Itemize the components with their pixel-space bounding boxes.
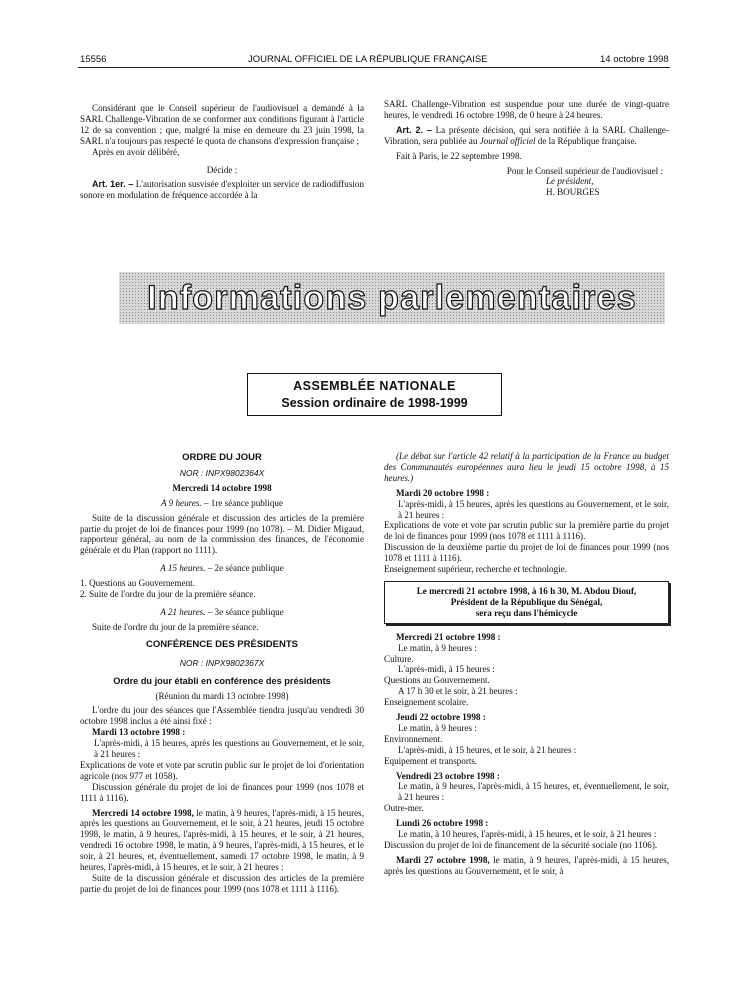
bottom-right-column [384, 451, 669, 877]
mardi-20-item-1: Explications de vote et vote par scrutin public sur la première partie du projet de loi de finances pour 1999 (nos 1078 et 1111 à 1116). [384, 520, 669, 542]
conference-title: CONFÉRENCE DES PRÉSIDENTS [145, 638, 299, 650]
considerant-paragraph: Considérant que le Conseil supérieur de l'audiovisuel a demandé à la SARL Challenge-Vibration de se conformer aux conditions figurant à l'article 12 de sa convention ; que, malgré la mise en demeure du 23 juin 1998, la SARL n'a toujours pas respecté le quota de chansons d'expression française ; [80, 103, 364, 146]
seance-3-time: A 21 heures. [160, 606, 206, 617]
notice-line-1: Le mercredi 21 octobre 1998, à 16 h 30, M. Abdou Diouf, [416, 585, 637, 596]
mardi-13-times: L'après-midi, à 15 heures, après les questions au Gouvernement, et le soir, à 21 heures : [94, 738, 364, 760]
mercredi-21-questions: Questions au Gouvernement. [384, 675, 490, 686]
mercredi-14-bold: Mercredi 14 octobre 1998, [92, 807, 194, 818]
article-2-text-b: de la République française. [537, 135, 637, 146]
assembly-box [247, 373, 502, 416]
president-title: Le président, [546, 176, 594, 187]
seance-1-text: Suite de la discussion générale et discussion des articles de la première partie du projet de loi de finances pour 1999 (no 1078). – M. Didier Migaud, rapporteur général, au nom de la commission des finances, de l'économie générale et du Plan (rapport no 1111). [80, 512, 364, 556]
seance-2-time: A 15 heures. [160, 563, 206, 574]
seance-2-heading [80, 563, 364, 574]
lundi-26-times: Le matin, à 10 heures, l'après-midi, à 15 heures, et le soir, à 21 heures : [398, 829, 657, 840]
header-date: 14 octobre 1998 [600, 54, 669, 65]
seance-2-item-1: 1. Questions au Gouvernement. [80, 578, 195, 589]
mercredi-21-enseignement: Enseignement scolaire. [384, 697, 469, 708]
signatory-name: H. BOURGES [546, 187, 600, 198]
assembly-name: ASSEMBLÉE NATIONALE [293, 379, 456, 393]
vendredi-23-outremer: Outre-mer. [384, 803, 424, 814]
banner-title: Informations parlementaires [147, 279, 637, 317]
notice-line-2: Président de la République du Sénégal, [450, 596, 603, 607]
seance-1-heading [80, 498, 364, 509]
mardi-27-schedule [384, 855, 669, 877]
mercredi-21-evening: A 17 h 30 et le soir, à 21 heures : [398, 686, 518, 697]
fait-line: Fait à Paris, le 22 septembre 1998. [396, 150, 522, 161]
mercredi-21-heading: Mercredi 21 octobre 1998 : [396, 631, 501, 642]
article-1 [80, 179, 364, 201]
mercredi-14-item: Suite de la discussion générale et discussion des articles de la première partie du projet de loi de finances pour 1999 (nos 1078 et 1111 à 1116). [80, 873, 364, 894]
suspension-paragraph: SARL Challenge-Vibration est suspendue pour une durée de vingt-quatre heures, le vendredi 16 octobre 1998, de 0 heure à 24 heures. [384, 99, 669, 120]
mardi-13-item-2: Discussion générale du projet de loi de finances pour 1999 (nos 1078 et 1111 à 1116). [80, 781, 364, 803]
reunion-line: (Réunion du mardi 13 octobre 1998) [155, 690, 289, 701]
mardi-13-item-1: Explications de vote et vote par scrutin public sur le projet de loi d'orientation agricole (nos 977 et 1058). [80, 759, 364, 781]
vendredi-23-times: Le matin, à 9 heures, l'après-midi, à 15 heures, et, éventuellement, le soir, à 21 heures : [398, 781, 669, 803]
notice-line-3: sera reçu dans l'hémicycle [475, 607, 578, 618]
mardi-27-text: le matin, à 9 heures, l'après-midi, à 15 heures, après les questions au Gouvernement, et le soir, à [384, 854, 669, 876]
article-2 [384, 125, 669, 147]
mardi-20-item-2: Discussion de la deuxième partie du projet de loi de finances pour 1999 (nos 1078 et 1111 à 1116). [384, 542, 669, 564]
mercredi-14-schedule [80, 808, 364, 873]
jeudi-22-heading: Jeudi 22 octobre 1998 : [396, 712, 486, 723]
mercredi-21-morning: Le matin, à 9 heures : [398, 642, 477, 653]
deliberation-line: Après en avoir délibéré, [92, 146, 180, 157]
seance-2-label: – 2e séance publique [207, 563, 284, 574]
diouf-notice [384, 581, 669, 624]
mercredi-14-heading: Mercredi 14 octobre 1998 [172, 482, 272, 493]
mercredi-21-culture: Culture. [384, 653, 414, 664]
page-number: 15556 [80, 54, 107, 65]
journal-title: JOURNAL OFFICIEL DE LA RÉPUBLIQUE FRANÇAISE [248, 54, 488, 65]
top-right-column [384, 99, 669, 198]
article-2-label: Art. 2. – [396, 124, 432, 135]
seance-3-label: – 3e séance publique [207, 606, 284, 617]
seance-1-label: – 1re séance publique [203, 497, 283, 508]
article-1-text: L'autorisation susvisée d'exploiter un service de radiodiffusion sonore en modulation de fréquence accordée à la [80, 179, 364, 201]
mercredi-21-afternoon: L'après-midi, à 15 heures : [398, 664, 495, 675]
mardi-20-item-3: Enseignement supérieur, recherche et technologie. [384, 564, 567, 575]
bottom-left-column [80, 453, 364, 895]
intro-paragraph: L'ordre du jour des séances que l'Assemblée tiendra jusqu'au vendredi 30 octobre 1998 inclus a été ainsi fixé : [80, 705, 364, 727]
article-2-journal: Journal officiel [479, 135, 536, 146]
mardi-20-times: L'après-midi, à 15 heures, après les questions au Gouvernement, et le soir, à 21 heures : [398, 498, 669, 520]
nor-reference-2: NOR : INPX9802367X [179, 657, 265, 668]
mardi-13-heading: Mardi 13 octobre 1998 : [92, 727, 186, 738]
article-1-label: Art. 1er. – [92, 179, 134, 190]
mercredi-14-text: le matin, à 9 heures, l'après-midi, à 15 heures, après les questions au Gouvernement, et le soir, à 21 heures, jeudi 15 octobre 1998, le matin, à 9 heures, l'après-midi, à 15 heures, et le soir, à 21 heures, vendredi 16 octobre 1998, le matin, à 9 heures, l'après-midi, à 15 heures, et le soir, à 21 heures, et, éventuellement, samedi 17 octobre 1998, le matin, à 9 heures, l'après-midi, à 15 heures, et le soir, à 21 heures : [80, 807, 364, 873]
seance-2-item-2: 2. Suite de l'ordre du jour de la première séance. [80, 589, 256, 600]
ordre-du-jour-title: ORDRE DU JOUR [182, 452, 262, 463]
nor-reference-1: NOR : INPX9802364X [179, 467, 265, 478]
article-2-text-a: La présente décision, qui sera notifiée à la SARL Challenge-Vibration, sera publiée au [384, 124, 669, 146]
top-left-column [80, 103, 364, 201]
mardi-27-bold: Mardi 27 octobre 1998, [396, 854, 490, 865]
jeudi-22-environnement: Environnement. [384, 733, 443, 744]
conference-subtitle: Ordre du jour établi en conférence des présidents [113, 675, 331, 686]
vendredi-23-heading: Vendredi 23 octobre 1998 : [396, 770, 500, 781]
jeudi-22-morning: Le matin, à 9 heures : [398, 722, 477, 733]
seance-3-text: Suite de l'ordre du jour de la première séance. [92, 621, 259, 632]
jeudi-22-afternoon: L'après-midi, à 15 heures, et le soir, à 21 heures : [398, 744, 577, 755]
jeudi-22-equipement: Equipement et transports. [384, 755, 478, 766]
lundi-26-heading: Lundi 26 octobre 1998 : [396, 818, 489, 829]
decide-heading: Décide : [206, 164, 238, 175]
debat-note: (Le débat sur l'article 42 relatif à la participation de la France au budget des Communautés européennes aura lieu le jeudi 15 octobre 1998, à 15 heures.) [384, 451, 669, 483]
seance-1-time: A 9 heures. [161, 497, 202, 508]
lundi-26-item: Discussion du projet de loi de financement de la sécurité sociale (no 1106). [384, 840, 658, 850]
header-rule [78, 67, 670, 68]
pour-conseil-line: Pour le Conseil supérieur de l'audiovisuel : [506, 165, 663, 176]
seance-3-heading [80, 607, 364, 618]
mardi-20-heading: Mardi 20 octobre 1998 : [396, 487, 490, 498]
session-name: Session ordinaire de 1998-1999 [281, 396, 468, 410]
